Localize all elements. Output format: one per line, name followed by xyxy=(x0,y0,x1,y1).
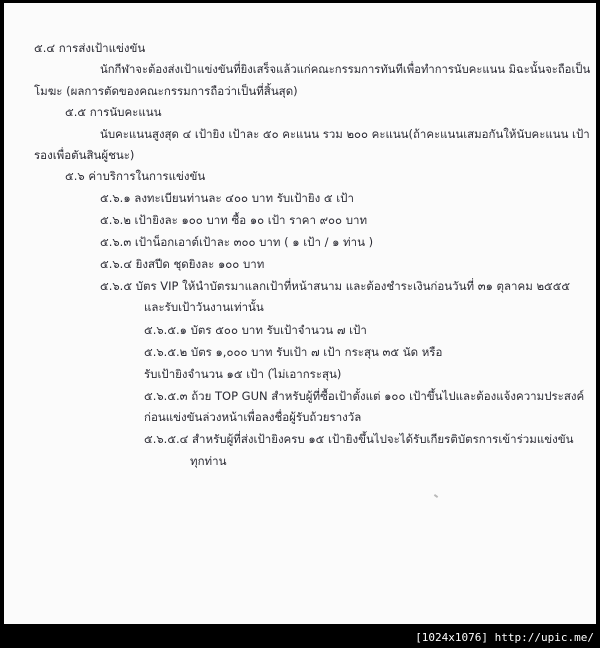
item-5-6-4: ๕.๖.๔ ยิงสปีด ชุดยิงละ ๑๐๐ บาท xyxy=(100,257,265,271)
item-5-6-3: ๕.๖.๓ เป้าน็อกเอาต์เป้าละ ๓๐๐ บาท ( ๑ เป้า / ๑ ท่าน ) xyxy=(100,235,374,249)
section-5-4-body-line-2: โมฆะ (ผลการตัดของคณะกรรมการถือว่าเป็นที่สิ้นสุด) xyxy=(34,84,298,98)
sub-item-5-6-5-4-line-2: ทุกท่าน xyxy=(190,454,227,468)
item-5-6-5-line-2: และรับเป้าวันงานเท่านั้น xyxy=(144,300,264,314)
item-5-6-1: ๕.๖.๑ ลงทะเบียนท่านละ ๔๐๐ บาท รับเป้ายิง ๕ เป้า xyxy=(100,191,354,205)
section-5-5-body-line-2: รองเพื่อตันสินผู้ชนะ) xyxy=(34,148,135,162)
image-size-caption: [1024x1076] http://upic.me/ xyxy=(415,631,594,644)
section-5-6-heading: ๕.๖ ค่าบริการในการแข่งขัน xyxy=(65,169,206,183)
item-5-6-2: ๕.๖.๒ เป้ายิงละ ๑๐๐ บาท ซื้อ ๑๐ เป้า ราคา ๙๐๐ บาท xyxy=(100,213,368,227)
sub-item-5-6-5-1: ๕.๖.๕.๑ บัตร ๕๐๐ บาท รับเป้าจำนวน ๗ เป้า xyxy=(144,323,367,337)
section-5-4-body-line-1: นักกีฬาจะต้องส่งเป้าแข่งขันที่ยิงเสร็จแล้วแก่คณะกรรมการทันทีเพื่อทำการนับคะแนน มิฉะนั้นจะถือเป็น xyxy=(100,62,591,76)
sub-item-5-6-5-2-line-1: ๕.๖.๕.๒ บัตร ๑,๐๐๐ บาท รับเป้า ๗ เป้า กระสุน ๓๕ นัด หรือ xyxy=(144,345,443,359)
sub-item-5-6-5-2-line-2: รับเป้ายิงจำนวน ๑๕ เป้า (ไม่เอากระสุน) xyxy=(144,367,342,381)
document-page xyxy=(4,3,596,624)
sub-item-5-6-5-3-line-1: ๕.๖.๕.๓ ถ้วย TOP GUN สำหรับผู้ที่ซื้อเป้าตั้งแต่ ๑๐๐ เป้าขึ้นไปและต้องแจ้งความประสงค์ xyxy=(144,389,585,403)
section-5-5-body-line-1: นับคะแนนสูงสุด ๔ เป้ายิง เป้าละ ๕๐ คะแนน รวม ๒๐๐ คะแนน(ถ้าคะแนนเสมอกันให้นับคะแนน เป้า xyxy=(100,127,590,141)
sub-item-5-6-5-3-line-2: ก่อนแข่งขันล่วงหน้าเพื่อลงชื่อผู้รับถ้วยรางวัล xyxy=(144,410,362,424)
section-5-4-heading: ๕.๔ การส่งเป้าแข่งขัน xyxy=(34,41,146,55)
paper-speck xyxy=(434,494,438,498)
section-5-5-heading: ๕.๕ การนับคะแนน xyxy=(65,105,162,119)
item-5-6-5-line-1: ๕.๖.๕ บัตร VIP ให้นำบัตรมาแลกเป้าที่หน้าสนาม และต้องชำระเงินก่อนวันที่ ๓๑ ตุลาคม ๒๕๕๕ xyxy=(100,279,571,293)
sub-item-5-6-5-4-line-1: ๕.๖.๕.๔ สำหรับผู้ที่ส่งเป้ายิงครบ ๑๕ เป้ายิงขึ้นไปจะได้รับเกียรติบัตรการเข้าร่วมแข่งขัน xyxy=(144,432,574,446)
